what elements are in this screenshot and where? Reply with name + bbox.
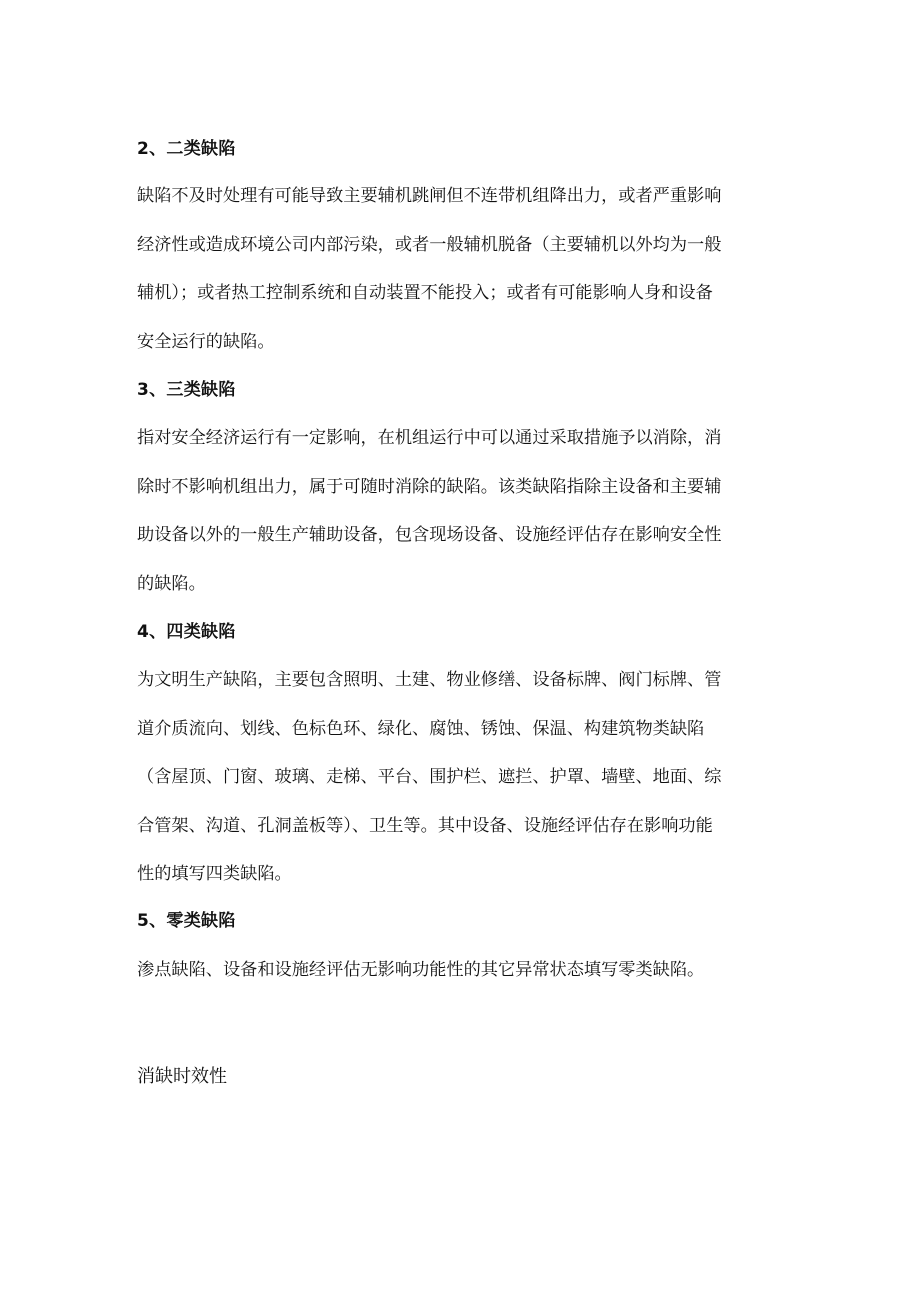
section-heading-class-0: 5、零类缺陷 (137, 911, 236, 931)
section-body-class-0: 渗点缺陷、设备和设施经评估无影响功能性的其它异常状态填写零类缺陷。 (137, 960, 705, 980)
section-heading-class-3: 3、三类缺陷 (137, 380, 236, 400)
section-heading-class-4: 4、四类缺陷 (137, 622, 236, 642)
footer-section-title: 消缺时效性 (137, 1066, 227, 1087)
section-body-class-4: 为文明生产缺陷，主要包含照明、土建、物业修缮、设备标牌、阀门标牌、管 道介质流向、划线、色标色环、绿化、腐蚀、锈蚀、保温、构建筑物类缺陷 （含屋顶、门窗、玻璃、走梯、平台、围护栏、遮拦、护罩、墙壁、地面、综 合管架、沟道、孔洞盖板等）、卫生等。其中设备、设施经评估存在影响功能 性的填写四类缺陷。 (137, 670, 722, 884)
section-heading-class-2: 2、二类缺陷 (137, 139, 236, 159)
section-body-class-3: 指对安全经济运行有一定影响，在机组运行中可以通过采取措施予以消除，消 除时不影响机组出力，属于可随时消除的缺陷。该类缺陷指除主设备和主要辅 助设备以外的一般生产辅助设备，包含现场设备、设施经评估存在影响安全性 的缺陷。 (137, 428, 722, 594)
section-body-class-2: 缺陷不及时处理有可能导致主要辅机跳闸但不连带机组降出力，或者严重影响 经济性或造成环境公司内部污染，或者一般辅机脱备（主要辅机以外均为一般 辅机）；或者热工控制系统和自动装置不能投入；或者有可能影响人身和设备 安全运行的缺陷。 (137, 186, 722, 352)
